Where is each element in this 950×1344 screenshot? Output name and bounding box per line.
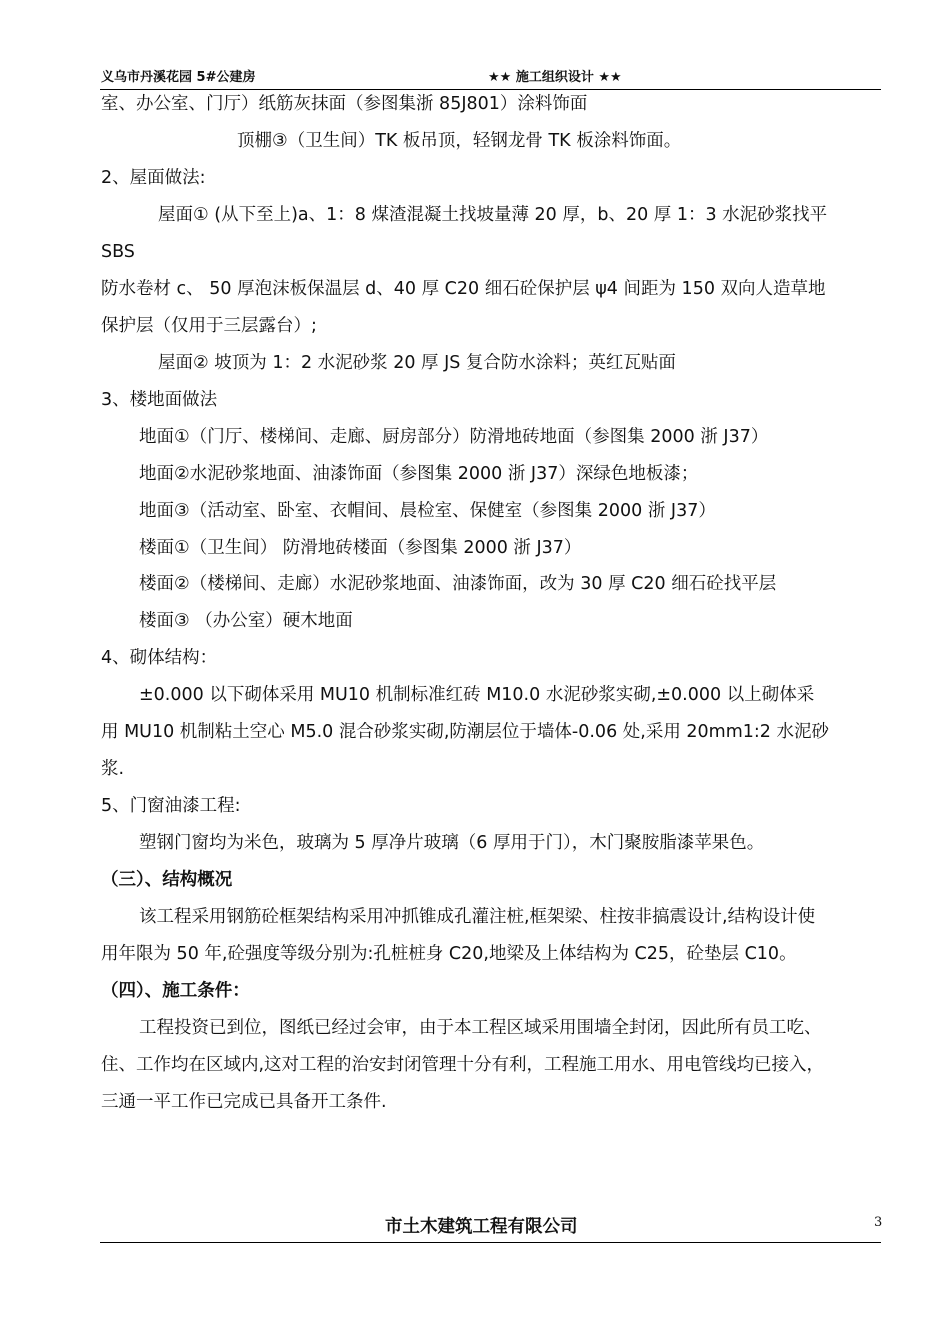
text-line: SBS <box>101 242 135 262</box>
section-heading: 3、楼地面做法 <box>101 390 218 410</box>
text-line: 地面③（活动室、卧室、衣帽间、晨检室、保健室（参图集 2000 浙 J37） <box>139 501 716 521</box>
header-divider <box>100 89 881 90</box>
section-heading-bold: （四）、施工条件： <box>101 981 250 1001</box>
text-line: 楼面③ （办公室）硬木地面 <box>139 611 353 631</box>
section-heading: 2、屋面做法: <box>101 168 206 188</box>
text-line: 三通一平工作已完成已具备开工条件. <box>101 1092 387 1112</box>
text-line: 住、工作均在区域内,这对工程的治安封闭管理十分有利，工程施工用水、用电管线均已接入， <box>101 1055 825 1075</box>
text-line: 用年限为 50 年,砼强度等级分别为:孔桩桩身 C20,地梁及上体结构为 C25，砼垫层 C10。 <box>101 944 797 964</box>
text-line: 楼面①（卫生间） 防滑地砖楼面（参图集 2000 浙 J37） <box>139 538 582 558</box>
text-line: 塑钢门窗均为米色，玻璃为 5 厚净片玻璃（6 厚用于门），木门聚胺脂漆苹果色。 <box>139 833 765 853</box>
text-line: 室、办公室、门厅）纸筋灰抹面（参图集浙 85J801）涂料饰面 <box>101 94 588 114</box>
text-line: 工程投资已到位，图纸已经过会审，由于本工程区域采用围墙全封闭，因此所有员工吃、 <box>139 1018 822 1038</box>
section-heading: 5、门窗油漆工程: <box>101 796 241 816</box>
text-line: 用 MU10 机制粘土空心 M5.0 混合砂浆实砌,防潮层位于墙体-0.06 处,采用 20mm1:2 水泥砂 <box>101 722 829 742</box>
section-heading: 4、砌体结构： <box>101 648 218 668</box>
header-document-title: ★★ 施工组织设计 ★★ <box>488 70 622 85</box>
footer-divider <box>100 1242 881 1243</box>
text-line: 保护层（仅用于三层露台）; <box>101 316 317 336</box>
text-line: ±0.000 以下砌体采用 MU10 机制标准红砖 M10.0 水泥砂浆实砌,±0.000 以上砌体采 <box>139 685 815 705</box>
text-line: 地面①（门厅、楼梯间、走廊、厨房部分）防滑地砖地面（参图集 2000 浙 J37） <box>139 427 769 447</box>
text-line: 屋面② 坡顶为 1：2 水泥砂浆 20 厚 JS 复合防水涂料；英红瓦贴面 <box>158 353 676 373</box>
text-line: 该工程采用钢筋砼框架结构采用冲抓锥成孔灌注桩,框架梁、柱按非搞震设计,结构设计使 <box>139 907 816 927</box>
text-line: 楼面②（楼梯间、走廊）水泥砂浆地面、油漆饰面，改为 30 厚 C20 细石砼找平层 <box>139 574 777 594</box>
text-line: 浆. <box>101 759 125 779</box>
footer-company-name: 市土木建筑工程有限公司 <box>385 1217 578 1237</box>
text-line: 顶棚③（卫生间）TK 板吊顶，轻钢龙骨 TK 板涂料饰面。 <box>237 131 682 151</box>
header-project-name: 义乌市丹溪花园 5#公建房 <box>101 70 256 85</box>
text-line: 屋面① (从下至上)a、1：8 煤渣混凝土找坡量薄 20 厚，b、20 厚 1：3 水泥砂浆找平 <box>158 205 828 225</box>
section-heading-bold: （三）、结构概况 <box>101 870 233 890</box>
text-line: 防水卷材 c、 50 厚泡沫板保温层 d、40 厚 C20 细石砼保护层 ψ4 间距为 150 双向人造草地 <box>101 279 826 299</box>
page-number: 3 <box>874 1215 883 1230</box>
text-line: 地面②水泥砂浆地面、油漆饰面（参图集 2000 浙 J37）深绿色地板漆； <box>139 464 699 484</box>
